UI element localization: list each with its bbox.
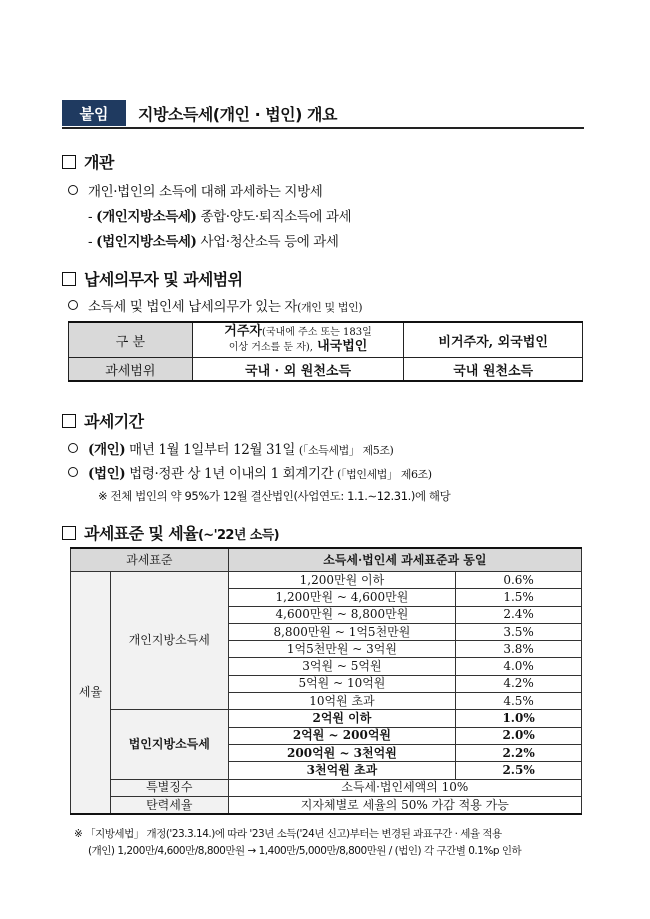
circle-bullet-icon (68, 185, 78, 195)
table1-row-label: 과세범위 (69, 358, 193, 382)
table-row: 200억원 ~ 3천억원 (228, 744, 456, 761)
footnote-line-1: ※ 「지방세법」 개정('23.3.14.)에 따라 '23년 소득('24년 신고)부터는 변경된 과표구간 · 세율 적용 (74, 828, 502, 840)
table-row-rate: 0.6% (456, 572, 582, 589)
special-withholding-label: 특별징수 (110, 779, 228, 796)
period-line-corporate: (법인) 법령·정관 상 1년 이내의 1 회계기간 (「법인세법」 제6조) (68, 462, 432, 482)
table-row-rate: 4.5% (456, 693, 582, 710)
page-title: 지방소득세(개인 · 법인) 개요 (138, 105, 337, 124)
table-row-rate: 1.5% (456, 589, 582, 606)
circle-bullet-icon (68, 443, 78, 453)
table-row: 1,200만원 ~ 4,600만원 (228, 589, 456, 606)
special-withholding-value: 소득세·법인세액의 10% (228, 779, 581, 796)
table-row-rate: 2.0% (456, 727, 582, 744)
circle-bullet-icon (68, 300, 78, 310)
taxpayer-line-1: 소득세 및 법인세 납세의무가 있는 자(개인 및 법인) (68, 295, 362, 315)
rate-label: 세율 (71, 572, 111, 815)
table-row-rate: 3.8% (456, 641, 582, 658)
table-row-rate: 3.5% (456, 623, 582, 640)
section-taxpayer-title: 납세의무자 및 과세범위 (62, 267, 243, 290)
table1-nonresident-scope: 국내 원천소득 (404, 358, 583, 382)
table1-header-resident: 거주자(국내에 주소 또는 183일 이상 거소를 둔 자), 내국법인 (192, 322, 404, 358)
table-row: 2억원 이하 (228, 710, 456, 727)
tax-rate-table (70, 547, 582, 815)
table2-header-standard: 소득세·법인세 과세표준과 동일 (228, 548, 581, 572)
table1-header-category: 구 분 (69, 322, 193, 358)
table-row-rate: 1.0% (456, 710, 582, 727)
table-row-rate: 2.2% (456, 744, 582, 761)
period-note: ※ 전체 법인의 약 95%가 12월 결산법인(사업연도: 1.1.∼12.31.)에 해당 (98, 489, 451, 503)
table-row: 3억원 ~ 5억원 (228, 658, 456, 675)
corporate-tax-label: 법인지방소득세 (110, 710, 228, 779)
checkbox-square-icon (62, 272, 76, 286)
footnote-line-2: (개인) 1,200만/4,600만/8,800만원 → 1,400만/5,000만/8,800만원 / (법인) 각 구간별 0.1%p 인하 (88, 845, 522, 857)
section-period-title: 과세기간 (62, 409, 143, 432)
overview-line-1: 개인·법인의 소득에 대해 과세하는 지방세 (68, 180, 322, 200)
page-header (62, 100, 584, 128)
table1-header-nonresident: 비거주자, 외국법인 (404, 322, 583, 358)
table-row-rate: 2.4% (456, 606, 582, 623)
individual-tax-label: 개인지방소득세 (110, 572, 228, 710)
table-row-rate: 4.2% (456, 675, 582, 692)
section-overview-title: 개관 (62, 150, 114, 173)
circle-bullet-icon (68, 467, 78, 477)
table-row: 5억원 ~ 10억원 (228, 675, 456, 692)
checkbox-square-icon (62, 155, 76, 169)
table-row-rate: 2.5% (456, 762, 582, 779)
table-row: 8,800만원 ~ 1억5천만원 (228, 623, 456, 640)
section-rate-title: 과세표준 및 세율(~'22년 소득) (62, 521, 279, 544)
checkbox-square-icon (62, 526, 76, 540)
taxpayer-table (68, 321, 583, 382)
header-divider (62, 127, 584, 129)
flexible-rate-value: 지자체별로 세율의 50% 가감 적용 가능 (228, 796, 581, 814)
table-row: 4,600만원 ~ 8,800만원 (228, 606, 456, 623)
table-row: 3천억원 초과 (228, 762, 456, 779)
overview-line-2: - (개인지방소득세) 종합·양도·퇴직소득에 과세 (88, 209, 352, 225)
overview-line-3: - (법인지방소득세) 사업·청산소득 등에 과세 (88, 234, 339, 250)
attachment-badge: 붙임 (62, 100, 126, 126)
table-row: 2억원 ~ 200억원 (228, 727, 456, 744)
table1-resident-scope: 국내 · 외 원천소득 (192, 358, 404, 382)
table-row: 10억원 초과 (228, 693, 456, 710)
table-row: 1억5천만원 ~ 3억원 (228, 641, 456, 658)
flexible-rate-label: 탄력세율 (110, 796, 228, 814)
table-row-rate: 4.0% (456, 658, 582, 675)
checkbox-square-icon (62, 414, 76, 428)
table-row: 1,200만원 이하 (228, 572, 456, 589)
table2-header-base: 과세표준 (71, 548, 229, 572)
period-line-individual: (개인) 매년 1월 1일부터 12월 31일 (「소득세법」 제5조) (68, 438, 393, 458)
